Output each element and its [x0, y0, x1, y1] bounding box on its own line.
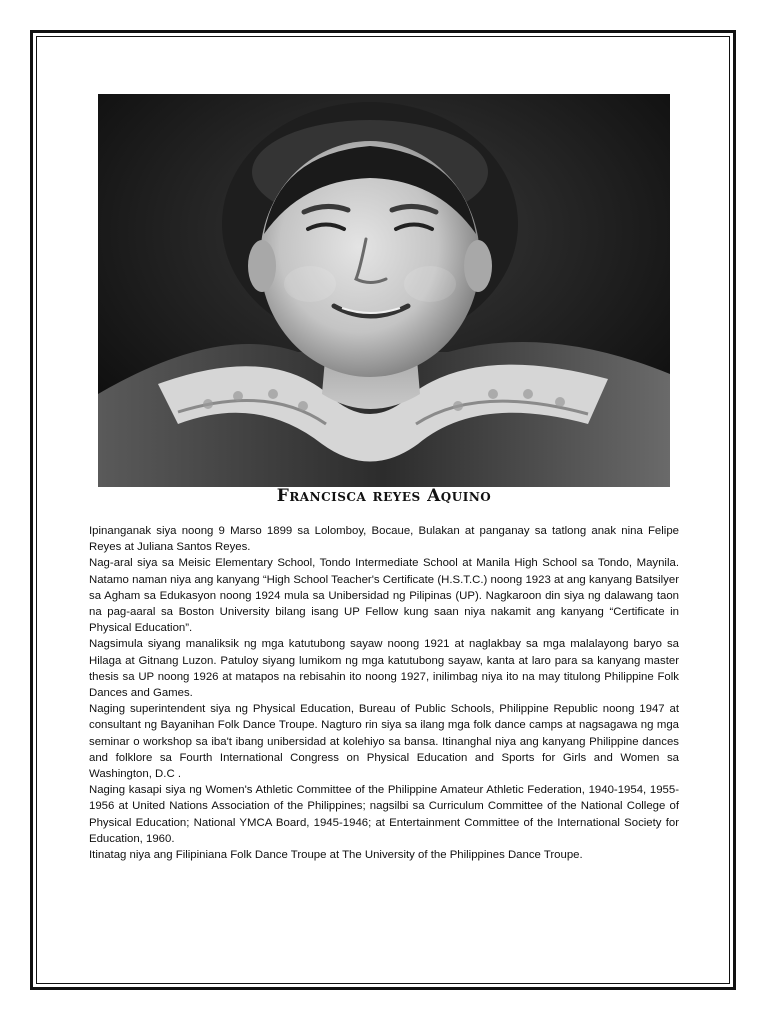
paragraph: Nag-aral siya sa Meisic Elementary School, Tondo Intermediate School at Manila High School sa Tondo, Maynila. Natamo naman niya ang kanyang “High School Teacher's Certificate (H.S.T.C.) noong 1923 at ang kanyang Batsilyer sa Agham sa Edukasyon noong 1924 mula sa Unibersidad ng Pilipinas (UP). Nagkaroon din siya ng dalawang taon na pag-aaral sa Boston University bilang isang UP Fellow kung saan niya nakamit ang kanyang “Certificate in Physical Education”.: [89, 557, 679, 635]
document-title: Francisca reyes Aquino: [276, 486, 492, 506]
paragraph: Nagsimula siyang manaliksik ng mga katutubong sayaw noong 1921 at naglakbay sa mga malalayong baryo sa Hilaga at Gitnang Luzon. Patuloy siyang lumikom ng mga katutubong sayaw, kanta at laro para sa kanyang master thesis sa UP noong 1926 at matapos na rebisahin ito noong 1927, inilimbag niya ito na may titulong Philippine Folk Dances and Games.: [89, 638, 679, 700]
biography-text: [89, 523, 679, 863]
portrait-photo: [98, 94, 670, 487]
paragraph: Ipinanganak siya noong 9 Marso 1899 sa Lolomboy, Bocaue, Bulakan at panganay sa tatlong anak nina Felipe Reyes at Juliana Santos Reyes.: [89, 525, 679, 554]
paragraph: Naging kasapi siya ng Women's Athletic Committee of the Philippine Amateur Athletic Federation, 1940-1954, 1955-1956 at United Nations Association of the Philippines; nagsilbi sa Curriculum Committee of the National College of Physical Education; National YMCA Board, 1945-1946; at Entertainment Committee of the International Society for Education, 1960.: [89, 784, 679, 845]
paragraph: Itinatag niya ang Filipiniana Folk Dance Troupe at The University of the Philippines Dance Troupe.: [89, 849, 583, 862]
paragraph: Naging superintendent siya ng Physical Education, Bureau of Public Schools, Philippine Republic noong 1947 at consultant ng Bayanihan Folk Dance Troupe. Nagturo rin siya sa ilang mga folk dance camps at nagsagawa ng mga seminar o workshop sa iba't ibang unibersidad at kolehiyo sa bansa. Itinanghal niya ang kanyang Philippine dances and folklore sa Fourth International Congress on Physical Education and Sports for Girls and Women sa Washington, D.C .: [89, 703, 679, 781]
